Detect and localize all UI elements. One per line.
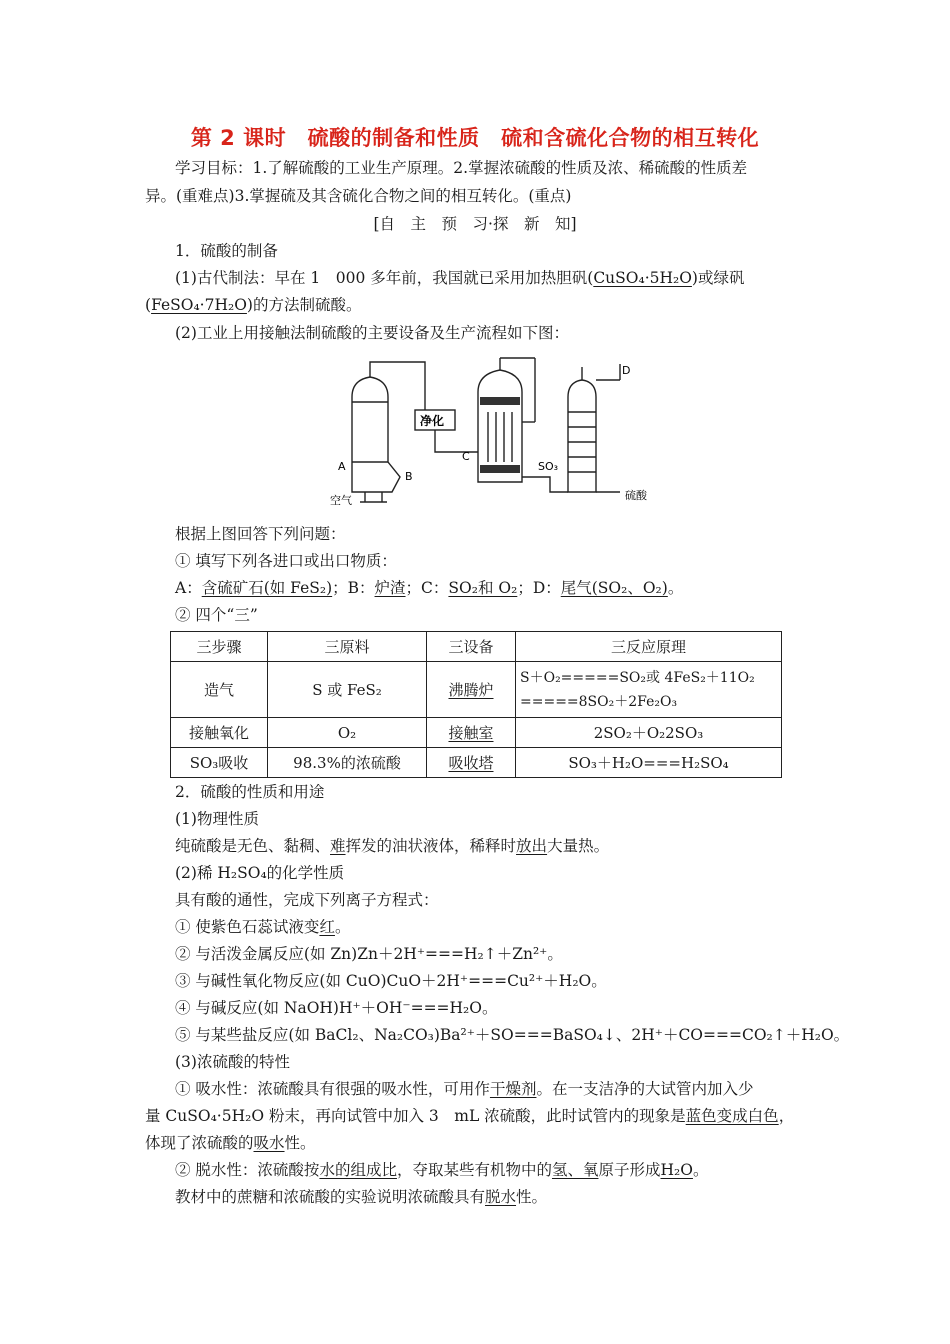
answer-blank: 氢、氧	[551, 1161, 599, 1179]
table-cell: SO₃＋H₂O===H₂SO₄	[516, 748, 782, 778]
label-acid: 硫酸	[625, 489, 647, 502]
text: 体现了浓硫酸的	[145, 1134, 254, 1152]
dilute-item-3: ③ 与碱性氧化物反应(如 CuO)CuO＋2H⁺===Cu²⁺＋H₂O。	[175, 972, 607, 990]
objectives-line-2: 异。(重难点)3.掌握硫及其含硫化合物之间的相互转化。(重点)	[145, 187, 572, 205]
table-header: 三反应原理	[516, 632, 782, 662]
text: 。	[667, 579, 684, 597]
answer-blank: 干燥剂	[489, 1080, 537, 1098]
text: ① 使紫色石蕊试液变	[175, 918, 320, 936]
text: ；B：	[332, 579, 375, 597]
water-absorption-line-2	[145, 1106, 794, 1126]
table-cell: 2SO₂＋O₂2SO₃	[516, 718, 782, 748]
text: ；C：	[405, 579, 449, 597]
objectives-line-1: 学习目标：1.了解硫酸的工业生产原理。2.掌握浓硫酸的性质及浓、稀硫酸的性质差	[175, 159, 748, 177]
text: 原子形成	[598, 1161, 661, 1179]
concentrated-heading: (3)浓硫酸的特性	[175, 1053, 290, 1071]
section-2-heading: 2．硫酸的性质和用途	[175, 783, 325, 801]
answer-blank: H₂O	[660, 1161, 693, 1179]
water-absorption-line-3	[145, 1133, 316, 1153]
label-purify: 净化	[420, 414, 445, 428]
text: ；D：	[517, 579, 561, 597]
answer-blank: 红	[319, 918, 335, 936]
answer-blank: 尾气(SO₂、O₂)	[560, 579, 668, 597]
text: 性。	[284, 1134, 316, 1152]
dilute-intro: 具有酸的通性，完成下列离子方程式：	[175, 891, 439, 909]
question-1: ① 填写下列各进口或出口物质：	[175, 552, 397, 570]
contact-process-diagram	[330, 352, 690, 512]
answer-blank: 吸收塔	[448, 754, 494, 772]
text: ，夺取某些有机物中的	[396, 1161, 552, 1179]
answer-blank: 炉渣	[374, 579, 406, 597]
table-cell: S 或 FeS₂	[268, 662, 427, 718]
answer-blank: 接触室	[448, 724, 494, 742]
question-1-answers	[175, 578, 683, 598]
label-c: C	[462, 450, 470, 463]
dilute-item-5: ⑤ 与某些盐反应(如 BaCl₂、Na₂CO₃)Ba²⁺＋SO===BaSO₄↓、2H⁺＋CO===CO₂↑＋H₂O。	[175, 1026, 850, 1044]
answer-blank: 沸腾炉	[448, 681, 494, 699]
label-b: B	[405, 470, 413, 483]
ancient-method-line-1	[175, 268, 744, 288]
table-cell: 98.3%的浓硫酸	[268, 748, 427, 778]
table-header: 三原料	[268, 632, 427, 662]
table-cell	[427, 748, 516, 778]
section-header: [自 主 预 习·探 新 知]	[373, 215, 577, 233]
three-steps-table	[170, 631, 782, 778]
answer-blank: 水的组成比	[319, 1161, 397, 1179]
section-1-heading: 1．硫酸的制备	[175, 242, 278, 260]
answer-blank: FeSO₄·7H₂O	[151, 296, 247, 314]
text: )或绿矾	[691, 269, 745, 287]
answer-blank: 放出	[516, 837, 548, 855]
text: 。在一支洁净的大试管内加入少	[536, 1080, 754, 1098]
text: 教材中的蔗糖和浓硫酸的实验说明浓硫酸具有	[175, 1188, 486, 1206]
table-row	[171, 718, 782, 748]
table-cell	[427, 718, 516, 748]
answer-blank: 含硫矿石(如 FeS₂)	[201, 579, 333, 597]
answer-blank: 蓝色变成白色	[685, 1107, 779, 1125]
answer-blank: 脱水	[485, 1188, 517, 1206]
table-cell: O₂	[268, 718, 427, 748]
industrial-method-line: (2)工业上用接触法制硫酸的主要设备及生产流程如下图：	[175, 324, 569, 342]
label-d: D	[622, 364, 631, 377]
table-row	[171, 662, 782, 718]
text: 。	[334, 918, 351, 936]
text: 量 CuSO₄·5H₂O 粉末，再向试管中加入 3 mL 浓硫酸，此时试管内的现象是	[145, 1107, 686, 1125]
dehydration-line	[175, 1160, 708, 1180]
text: A：	[175, 579, 202, 597]
equation-line: S＋O₂=====SO₂或 4FeS₂＋11O₂	[520, 669, 755, 686]
page-title: 第 2 课时 硫酸的制备和性质 硫和含硫化合物的相互转化	[190, 126, 760, 150]
dilute-item-2: ② 与活泼金属反应(如 Zn)Zn＋2H⁺===H₂↑＋Zn²⁺。	[175, 945, 563, 963]
text: (	[145, 296, 152, 314]
text: ② 脱水性：浓硫酸按	[175, 1161, 320, 1179]
dilute-item-1	[175, 917, 350, 937]
answer-blank: 吸水	[253, 1134, 285, 1152]
text: (1)古代制法：早在 1 000 多年前，我国就已采用加热胆矾(	[175, 269, 594, 287]
label-air: 空气	[330, 494, 352, 507]
table-row	[171, 748, 782, 778]
table-header: 三步骤	[171, 632, 268, 662]
label-so3: SO₃	[538, 460, 559, 473]
sugar-experiment-line	[175, 1187, 547, 1207]
text: 大量热。	[547, 837, 610, 855]
answer-prompt: 根据上图回答下列问题：	[175, 525, 346, 543]
answer-blank: CuSO₄·5H₂O	[593, 269, 692, 287]
text: ，	[778, 1107, 795, 1125]
question-2: ② 四个“三”	[175, 606, 258, 624]
text: ① 吸水性：浓硫酸具有很强的吸水性，可用作	[175, 1080, 490, 1098]
equation-line: =====8SO₂＋2Fe₂O₃	[520, 693, 678, 710]
text: 性。	[516, 1188, 548, 1206]
ancient-method-line-2	[145, 295, 361, 315]
table-header: 三设备	[427, 632, 516, 662]
table-cell: 造气	[171, 662, 268, 718]
table-cell	[427, 662, 516, 718]
table-header-row	[171, 632, 782, 662]
dilute-heading: (2)稀 H₂SO₄的化学性质	[175, 864, 345, 882]
answer-blank: SO₂和 O₂	[448, 579, 518, 597]
dilute-item-4: ④ 与碱反应(如 NaOH)H⁺＋OH⁻===H₂O。	[175, 999, 498, 1017]
text: 挥发的油状液体，稀释时	[345, 837, 517, 855]
text: )的方法制硫酸。	[246, 296, 362, 314]
answer-blank: 难	[330, 837, 346, 855]
physical-properties	[175, 836, 609, 856]
label-a: A	[338, 460, 346, 473]
text: 纯硫酸是无色、黏稠、	[175, 837, 331, 855]
physical-heading: (1)物理性质	[175, 810, 259, 828]
water-absorption-line-1	[175, 1079, 753, 1099]
table-cell	[516, 662, 782, 718]
table-cell: 接触氧化	[171, 718, 268, 748]
table-cell: SO₃吸收	[171, 748, 268, 778]
text: 。	[692, 1161, 709, 1179]
